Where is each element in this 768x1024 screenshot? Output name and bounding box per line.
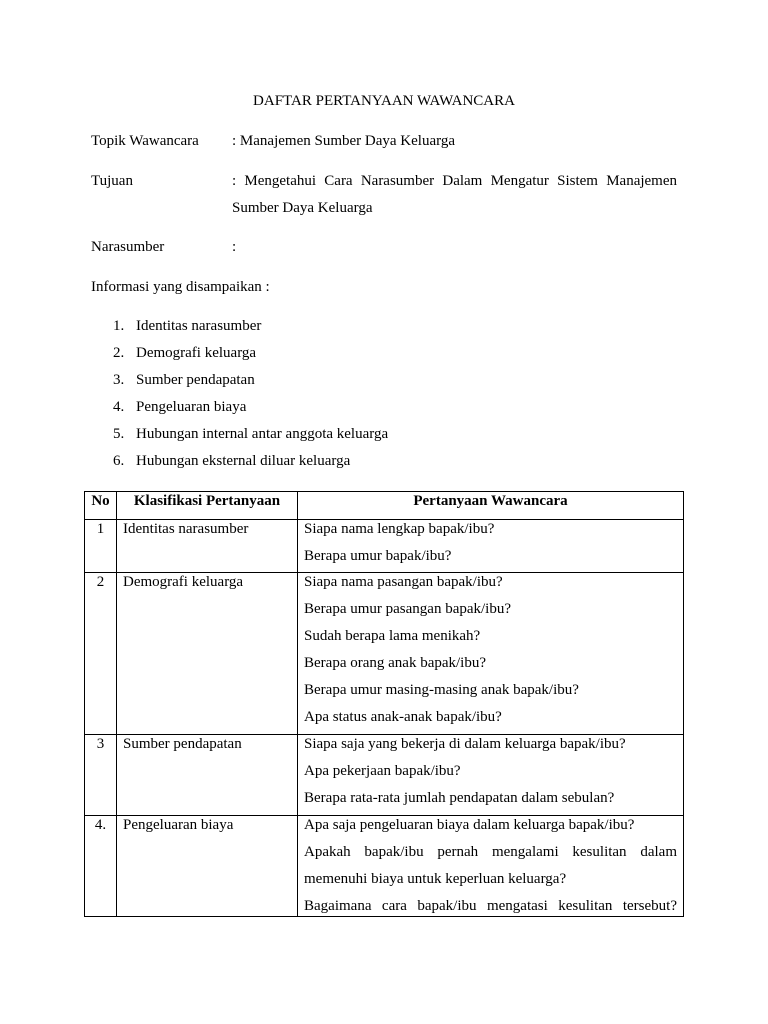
row-number: 3 — [85, 735, 117, 815]
table-row — [85, 573, 683, 735]
list-text: Sumber pendapatan — [136, 372, 255, 388]
question: Berapa rata-rata jumlah pendapatan dalam sebulan? — [304, 790, 615, 806]
list-text: Hubungan eksternal diluar keluarga — [136, 453, 351, 469]
list-text: Pengeluaran biaya — [136, 399, 247, 415]
field-label: Narasumber — [91, 239, 165, 255]
field-label: Topik Wawancara — [91, 133, 199, 149]
question-table — [84, 491, 684, 917]
row-questions — [298, 520, 683, 572]
field-value: : — [232, 239, 237, 255]
row-number: 4. — [85, 816, 117, 916]
list-number: 5. — [113, 426, 125, 442]
info-heading: Informasi yang disampaikan : — [91, 279, 270, 295]
question: Apa saja pengeluaran biaya dalam keluarga bapak/ibu? — [304, 817, 635, 833]
list-number: 4. — [113, 399, 125, 415]
row-classification: Demografi keluarga — [117, 573, 298, 734]
table-header-row — [85, 492, 683, 520]
question: Berapa umur pasangan bapak/ibu? — [304, 601, 512, 617]
question: Siapa nama pasangan bapak/ibu? — [304, 574, 503, 590]
table-row — [85, 735, 683, 816]
table-row — [85, 520, 683, 573]
row-classification: Identitas narasumber — [117, 520, 298, 572]
row-questions — [298, 573, 683, 734]
question: Apakah bapak/ibu pernah mengalami kesulitan dalam memenuhi biaya untuk keperluan keluarga? — [304, 844, 677, 887]
question: Berapa orang anak bapak/ibu? — [304, 655, 486, 671]
question: Berapa umur masing-masing anak bapak/ibu? — [304, 682, 579, 698]
row-number: 1 — [85, 520, 117, 572]
row-number: 2 — [85, 573, 117, 734]
question: Bagaimana cara bapak/ibu mengatasi kesulitan tersebut? — [304, 898, 677, 914]
row-questions — [298, 816, 683, 916]
row-classification: Sumber pendapatan — [117, 735, 298, 815]
list-text: Hubungan internal antar anggota keluarga — [136, 426, 389, 442]
field-value: : Mengetahui Cara Narasumber Dalam Mengatur Sistem Manajemen Sumber Daya Keluarga — [232, 173, 677, 216]
table-row — [85, 816, 683, 916]
page-title: DAFTAR PERTANYAAN WAWANCARA — [253, 93, 515, 109]
list-number: 2. — [113, 345, 125, 361]
row-questions — [298, 735, 683, 815]
header-cell-classification: Klasifikasi Pertanyaan — [117, 492, 298, 519]
list-text: Demografi keluarga — [136, 345, 257, 361]
question: Apa pekerjaan bapak/ibu? — [304, 763, 461, 779]
row-classification: Pengeluaran biaya — [117, 816, 298, 916]
list-text: Identitas narasumber — [136, 318, 262, 334]
list-number: 1. — [113, 318, 125, 334]
question: Siapa nama lengkap bapak/ibu? — [304, 521, 495, 537]
header-cell-no: No — [85, 492, 117, 519]
question: Sudah berapa lama menikah? — [304, 628, 481, 644]
question: Berapa umur bapak/ibu? — [304, 548, 452, 564]
field-label: Tujuan — [91, 173, 133, 189]
question: Siapa saja yang bekerja di dalam keluarga bapak/ibu? — [304, 736, 626, 752]
question: Apa status anak-anak bapak/ibu? — [304, 709, 502, 725]
field-value: : Manajemen Sumber Daya Keluarga — [232, 133, 455, 149]
list-number: 3. — [113, 372, 125, 388]
header-cell-question: Pertanyaan Wawancara — [413, 493, 568, 509]
list-number: 6. — [113, 453, 125, 469]
